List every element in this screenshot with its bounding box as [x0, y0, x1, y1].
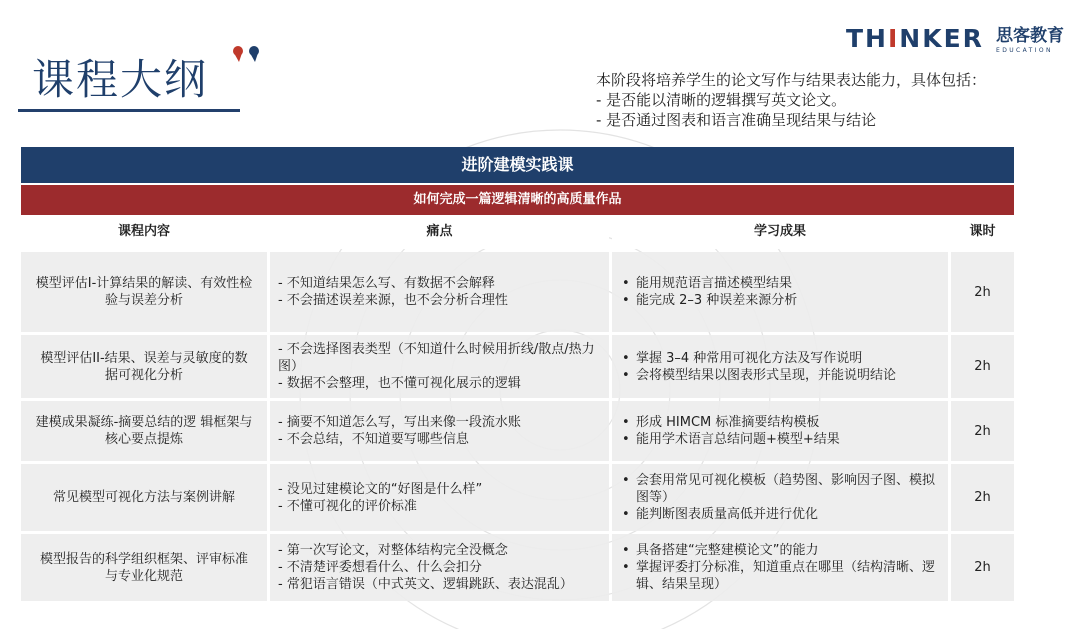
intro-line: 本阶段将培养学生的论文写作与结果表达能力，具体包括：: [596, 71, 987, 89]
title-underline: [18, 109, 240, 112]
row-hours: 2h: [951, 252, 1014, 332]
intro-line: - 是否能以清晰的逻辑撰写英文论文。: [596, 91, 847, 109]
pain-point: - 不会选择图表类型（不知道什么时候用折线/散点/热力图）: [278, 342, 595, 374]
logo-wordmark: THINKER: [846, 24, 984, 53]
pain-point: - 不懂可视化的评价标准: [278, 498, 417, 514]
pain-point: - 没见过建模论文的“好图是什么样”: [278, 481, 483, 497]
outcome-item: • 会套用常见可视化模板（趋势图、影响因子图、模拟图等）: [620, 472, 940, 506]
row-hours: 2h: [951, 401, 1014, 461]
table-row: [21, 401, 1014, 461]
header-hours: 课时: [951, 215, 1014, 249]
outcome-item: • 能判断图表质量高低并进行优化: [620, 506, 940, 523]
pain-point: - 第一次写论文，对整体结构完全没概念: [278, 543, 508, 558]
row-pain-points: [270, 335, 609, 398]
row-pain-points: [270, 252, 609, 332]
header-pain-points: 痛点: [270, 215, 609, 249]
course-outline-table: [21, 147, 1014, 601]
pain-point: - 数据不会整理，也不懂可视化展示的逻辑: [278, 376, 521, 391]
row-outcomes: [612, 252, 948, 332]
outcome-item: • 掌握评委打分标准，知道重点在哪里（结构清晰、逻辑、结果呈现）: [620, 559, 940, 593]
quote-mark-icon: [230, 44, 266, 64]
table-row: [21, 335, 1014, 398]
row-outcomes: [612, 534, 948, 601]
pain-point: - 不会描述误差来源，也不会分析合理性: [278, 293, 508, 308]
intro-line: - 是否通过图表和语言准确呈现结果与结论: [596, 111, 877, 129]
logo-chinese-name: 思客教育: [996, 26, 1064, 46]
outcome-item: • 能完成 2–3 种误差来源分析: [620, 292, 797, 309]
table-header-row: [21, 215, 1014, 249]
row-content: 常见模型可视化方法与案例讲解: [21, 464, 267, 531]
pain-point: - 不会总结，不知道要写哪些信息: [278, 432, 469, 447]
row-content: 建模成果凝练-摘要总结的逻 辑框架与核心要点提炼: [21, 401, 267, 461]
page-title: 课程大纲: [32, 55, 209, 104]
table-banner: 进阶建模实践课: [21, 147, 1014, 183]
row-pain-points: [270, 401, 609, 461]
table-row: [21, 252, 1014, 332]
pain-point: - 常犯语言错误（中式英文、逻辑跳跃、表达混乱）: [278, 577, 573, 592]
intro-text: [596, 70, 1066, 130]
logo-subtitle: EDUCATION: [996, 47, 1053, 54]
header-outcomes: 学习成果: [612, 215, 948, 249]
outcome-item: • 会将模型结果以图表形式呈现，并能说明结论: [620, 367, 896, 384]
outcome-item: • 形成 HIMCM 标准摘要结构模板: [620, 414, 840, 431]
header-content: 课程内容: [21, 215, 267, 249]
row-pain-points: [270, 534, 609, 601]
row-outcomes: [612, 464, 948, 531]
row-outcomes: [612, 335, 948, 398]
row-content: 模型评估II-结果、误差与灵敏度的数据可视化分析: [21, 335, 267, 398]
table-row: [21, 464, 1014, 531]
pain-point: - 不清楚评委想看什么、什么会扣分: [278, 560, 482, 575]
table-row: [21, 534, 1014, 601]
outcome-item: • 掌握 3–4 种常用可视化方法及写作说明: [620, 350, 896, 367]
row-hours: 2h: [951, 335, 1014, 398]
pain-point: - 摘要不知道怎么写，写出来像一段流水账: [278, 415, 521, 430]
row-content: 模型报告的科学组织框架、评审标准与专业化规范: [21, 534, 267, 601]
outcome-item: • 能用规范语言描述模型结果: [620, 275, 797, 292]
outcome-item: • 能用学术语言总结问题+模型+结果: [620, 431, 840, 448]
row-outcomes: [612, 401, 948, 461]
row-content: 模型评估I-计算结果的解读、有效性检验与误差分析: [21, 252, 267, 332]
table-subbanner: 如何完成一篇逻辑清晰的高质量作品: [21, 183, 1014, 215]
row-hours: 2h: [951, 464, 1014, 531]
row-pain-points: [270, 464, 609, 531]
row-hours: 2h: [951, 534, 1014, 601]
thinker-logo: [846, 24, 1066, 60]
outcome-item: • 具备搭建“完整建模论文”的能力: [620, 542, 940, 559]
pain-point: - 不知道结果怎么写、有数据不会解释: [278, 276, 495, 291]
